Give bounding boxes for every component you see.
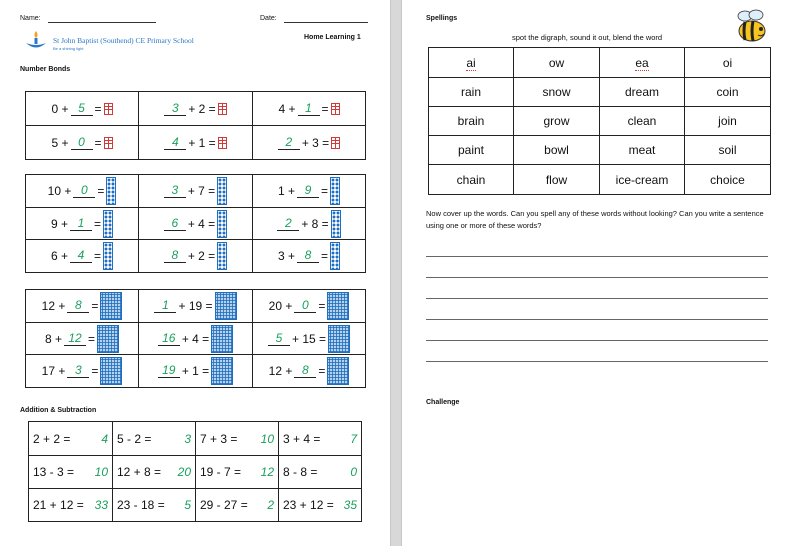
number-cube-icon [218, 137, 227, 149]
word-cell: paint [429, 136, 514, 165]
answer-value[interactable]: 5 [184, 498, 191, 512]
answer-field[interactable]: 0 [71, 136, 93, 150]
answer-field[interactable]: 5 [268, 332, 290, 346]
sum-cell: 29 - 27 = 2 [196, 489, 279, 522]
answer-field[interactable]: 16 [158, 332, 180, 346]
answer-field[interactable]: 4 [70, 249, 92, 263]
table-row [26, 355, 366, 388]
sum-cell: 19 - 7 = 12 [196, 456, 279, 489]
sum-cell: 12 + 8 = 20 [113, 456, 196, 489]
left-page [0, 0, 390, 546]
ten-frame-icon [217, 177, 227, 205]
answer-value[interactable]: 33 [94, 498, 108, 512]
bond-cell: 12 + 8 = [253, 355, 366, 388]
word-cell: bowl [514, 136, 600, 165]
number-cube-icon [218, 103, 227, 115]
number-bonds-heading: Number Bonds [20, 66, 71, 73]
challenge-heading: Challenge [426, 399, 460, 406]
answer-field[interactable]: 3 [67, 364, 89, 378]
digraph-cell [600, 48, 685, 78]
answer-field[interactable]: 12 [64, 332, 86, 346]
table-row [29, 422, 362, 456]
bond-cell: 8 + 2 = [139, 240, 253, 273]
bond-cell: 3 + 8 = [253, 240, 366, 273]
word-cell: grow [514, 107, 600, 136]
bond-cell: 6 + 4 = [26, 240, 139, 273]
answer-value[interactable]: 3 [184, 431, 191, 446]
bond-cell: 4 + 1 = [253, 92, 366, 126]
addition-subtraction-table [28, 421, 362, 522]
answer-field[interactable]: 6 [164, 217, 186, 231]
bond-cell: 12 + 8 = [26, 290, 139, 323]
bonds-to-20-table [25, 289, 366, 388]
bee-icon [732, 6, 772, 46]
answer-value[interactable]: 20 [177, 465, 191, 479]
sum-cell: 2 + 2 = 4 [29, 422, 113, 456]
ten-frame-icon [330, 242, 340, 270]
bond-cell: 17 + 3 = [26, 355, 139, 388]
answer-value[interactable]: 12 [260, 465, 274, 479]
answer-value[interactable]: 4 [101, 431, 108, 446]
answer-value[interactable]: 7 [350, 431, 357, 446]
bond-cell: 1 + 9 = [253, 175, 366, 208]
bond-cell: 2 + 8 = [253, 208, 366, 240]
sum-cell: 8 - 8 = 0 [279, 456, 362, 489]
answer-value[interactable]: 10 [94, 465, 108, 479]
answer-field[interactable]: 3 [164, 102, 186, 116]
word-cell: soil [685, 136, 771, 165]
answer-field[interactable]: 1 [298, 102, 320, 116]
sum-cell: 23 + 12 = 35 [279, 489, 362, 522]
bond-cell: 20 + 0 = [253, 290, 366, 323]
word-cell: brain [429, 107, 514, 136]
bond-cell: 5 + 15 = [253, 323, 366, 355]
spellings-instruction: spot the digraph, sound it out, blend the word [512, 33, 663, 42]
bonds-to-5-table [25, 91, 366, 160]
answer-value[interactable]: 0 [350, 465, 357, 479]
school-name: St John Baptist (Southend) CE Primary School [53, 36, 194, 45]
table-row [29, 489, 362, 522]
answer-field[interactable]: 8 [164, 249, 186, 263]
answer-field[interactable]: 8 [294, 364, 316, 378]
bond-cell: 8 + 12 = [26, 323, 139, 355]
word-cell: chain [429, 165, 514, 195]
answer-field[interactable]: 2 [277, 217, 299, 231]
table-row [26, 290, 366, 323]
answer-field[interactable]: 8 [297, 249, 319, 263]
twenty-frame-icon [100, 292, 122, 320]
sum-cell: 23 - 18 = 5 [113, 489, 196, 522]
answer-value[interactable]: 10 [260, 431, 274, 446]
bonds-to-10-table [25, 174, 366, 273]
page-divider [390, 0, 402, 546]
table-row [26, 240, 366, 273]
writing-line[interactable] [426, 298, 768, 299]
writing-line[interactable] [426, 361, 768, 362]
bond-cell: 1 + 19 = [139, 290, 253, 323]
word-cell: clean [600, 107, 685, 136]
name-field[interactable] [48, 14, 156, 23]
word-cell: rain [429, 78, 514, 107]
word-cell: flow [514, 165, 600, 195]
bond-cell: 10 + 0 = [26, 175, 139, 208]
sum-cell: 5 - 2 = 3 [113, 422, 196, 456]
answer-field[interactable]: 1 [154, 299, 176, 313]
twenty-frame-icon [328, 325, 350, 353]
writing-line[interactable] [426, 256, 768, 257]
date-label: Date: [260, 15, 277, 22]
digraph: ai [466, 55, 476, 70]
addition-subtraction-heading: Addition & Subtraction [20, 407, 97, 414]
twenty-frame-icon [327, 292, 349, 320]
school-motto: Be a shining light [53, 46, 84, 51]
answer-field[interactable]: 3 [164, 184, 186, 198]
answer-field[interactable]: 0 [294, 299, 316, 313]
number-cube-icon [331, 137, 340, 149]
spellings-heading: Spellings [426, 15, 458, 22]
sum-cell: 3 + 4 = 7 [279, 422, 362, 456]
digraph: oi [722, 55, 733, 70]
ten-frame-icon [103, 210, 113, 238]
answer-field[interactable]: 0 [73, 184, 95, 198]
writing-line[interactable] [426, 277, 768, 278]
word-cell: ice-cream [600, 165, 685, 195]
bond-cell: 19 + 1 = [139, 355, 253, 388]
bond-cell: 16 + 4 = [139, 323, 253, 355]
table-row [429, 107, 771, 136]
number-cube-icon [104, 137, 113, 149]
table-row [26, 175, 366, 208]
digraph-cell [685, 48, 771, 78]
ten-frame-icon [103, 242, 113, 270]
bond-cell: 4 + 1 = [139, 126, 253, 160]
table-row [429, 48, 771, 78]
digraph: ow [548, 55, 565, 70]
answer-field[interactable]: 2 [278, 136, 300, 150]
writing-line[interactable] [426, 340, 768, 341]
answer-field[interactable]: 5 [71, 102, 93, 116]
bond-cell: 0 + 5 = [26, 92, 139, 126]
answer-field[interactable]: 19 [158, 364, 180, 378]
word-cell: snow [514, 78, 600, 107]
bond-cell: 2 + 3 = [253, 126, 366, 160]
twenty-frame-icon [100, 357, 122, 385]
twenty-frame-icon [215, 292, 237, 320]
bond-cell: 6 + 4 = [139, 208, 253, 240]
ten-frame-icon [330, 177, 340, 205]
digraph-cell [514, 48, 600, 78]
table-row [26, 92, 366, 126]
word-cell: choice [685, 165, 771, 195]
twenty-frame-icon [211, 325, 233, 353]
digraph-cell [429, 48, 514, 78]
answer-value[interactable]: 2 [267, 498, 274, 512]
sum-cell: 21 + 12 = 33 [29, 489, 113, 522]
table-row [429, 165, 771, 195]
table-row [26, 208, 366, 240]
table-row [26, 126, 366, 160]
right-page [402, 0, 792, 546]
page-title: Home Learning 1 [304, 34, 361, 41]
date-field[interactable] [284, 14, 368, 23]
table-row [26, 323, 366, 355]
sum-cell: 13 - 3 = 10 [29, 456, 113, 489]
answer-field[interactable]: 1 [70, 217, 92, 231]
word-cell: coin [685, 78, 771, 107]
table-row [429, 136, 771, 165]
ten-frame-icon [217, 242, 227, 270]
bond-cell: 5 + 0 = [26, 126, 139, 160]
bond-cell: 3 + 7 = [139, 175, 253, 208]
word-cell: meat [600, 136, 685, 165]
number-cube-icon [104, 103, 113, 115]
name-label: Name: [20, 15, 41, 22]
twenty-frame-icon [211, 357, 233, 385]
ten-frame-icon [106, 177, 116, 205]
word-cell: join [685, 107, 771, 136]
answer-field[interactable]: 9 [297, 184, 319, 198]
ten-frame-icon [217, 210, 227, 238]
number-cube-icon [331, 103, 340, 115]
writing-line[interactable] [426, 319, 768, 320]
ten-frame-icon [331, 210, 341, 238]
digraph: ea [635, 55, 649, 70]
twenty-frame-icon [327, 357, 349, 385]
spellings-table [428, 47, 771, 195]
table-row [429, 78, 771, 107]
sum-cell: 7 + 3 = 10 [196, 422, 279, 456]
answer-value[interactable]: 35 [343, 498, 357, 512]
cover-instructions: Now cover up the words. Can you spell any of these words without looking? Can you write a sentence using one or more of these words? [426, 209, 764, 230]
bond-cell: 9 + 1 = [26, 208, 139, 240]
twenty-frame-icon [97, 325, 119, 353]
answer-field[interactable]: 4 [164, 136, 186, 150]
bond-cell: 3 + 2 = [139, 92, 253, 126]
answer-field[interactable]: 8 [67, 299, 89, 313]
table-row [29, 456, 362, 489]
word-cell: dream [600, 78, 685, 107]
school-logo-icon [24, 30, 48, 50]
